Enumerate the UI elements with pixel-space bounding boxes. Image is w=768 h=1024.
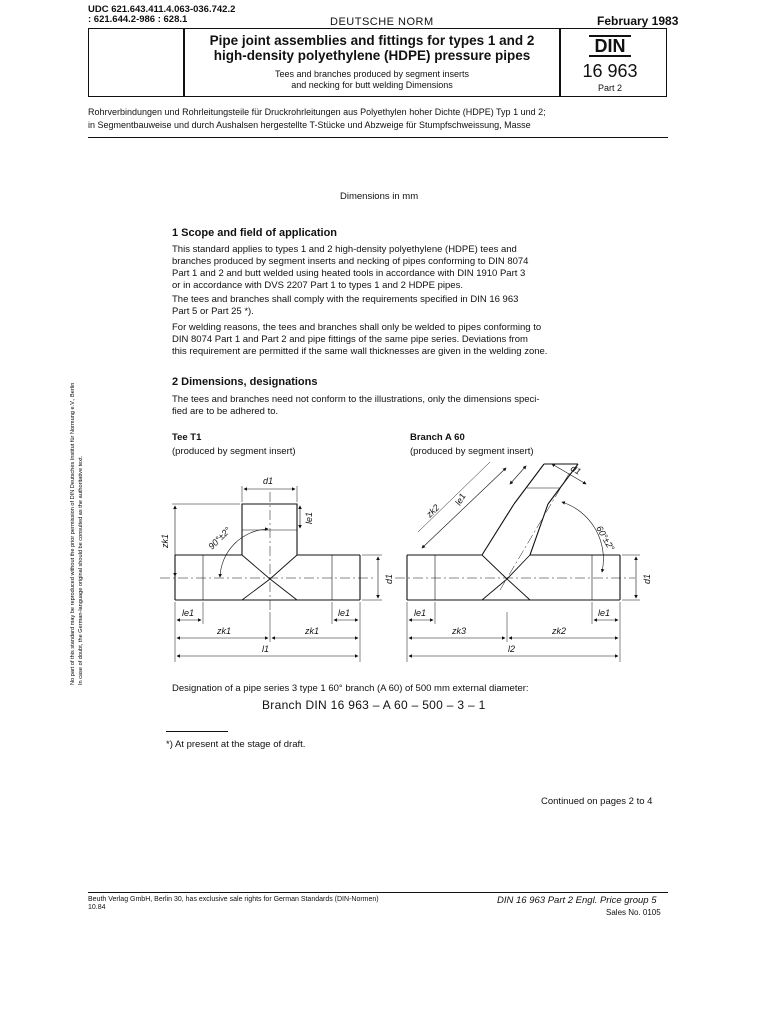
text-line: The tees and branches need not conform to the illustrations, only the dimensions speci- (172, 394, 540, 405)
text-line: This standard applies to types 1 and 2 high-density polyethylene (HDPE) tees and (172, 244, 517, 255)
branch-label-zk2: zk2 (552, 626, 567, 636)
publisher-note (88, 896, 379, 912)
text-line: fied are to be adhered to. (172, 406, 279, 417)
branch-figure-caption: (produced by segment insert) (410, 446, 534, 457)
title-line-1: Pipe joint assemblies and fittings for types 1 and 2 (209, 33, 535, 48)
designation-text: Designation of a pipe series 3 type 1 60° branch (A 60) of 500 mm external diameter: (172, 683, 529, 694)
udc-line-2: : 621.644.2-986 : 628.1 (88, 14, 188, 25)
branch-label-d1-diagonal: d1 (569, 463, 583, 477)
section-2-heading: 2 Dimensions, designations (172, 376, 318, 388)
udc-classification (88, 5, 235, 25)
tee-upper-outline (175, 504, 360, 555)
german-title-line-1: Rohrverbindungen und Rohrleitungsteile für Druckrohrleitungen aus Polyethylen hoher Dichte (HDPE) Typ 1 und 2; (88, 107, 546, 117)
tee-figure-caption: (produced by segment insert) (172, 446, 296, 457)
section-1-paragraph-1 (172, 244, 612, 292)
header-rule (88, 137, 668, 138)
footnote: *) At present at the stage of draft. (166, 739, 306, 750)
footer-rule (88, 892, 668, 893)
branch-label-zk3: zk3 (452, 626, 467, 636)
tee-label-d1: d1 (263, 476, 274, 486)
german-title-line-2: in Segmentbauweise und durch Aushalsen hergestellte T-Stücke und Abzweige für Stumpfschweissung, Masse (88, 120, 531, 130)
branch-label-zk2-diagonal: zk2 (424, 502, 442, 520)
price-group: DIN 16 963 Part 2 Engl. Price group 5 (497, 895, 657, 906)
branch-drawing (395, 462, 640, 662)
branch-angle-label: 60°±2° (594, 524, 617, 553)
section-1-paragraph-3 (172, 322, 612, 358)
sales-number: Sales No. 0105 (606, 908, 661, 917)
publisher-line-2: 10.84 (88, 904, 106, 911)
subtitle-line-2: and necking for butt welding Dimensions (291, 80, 453, 90)
tee-label-le1-vertical: le1 (304, 511, 314, 524)
branch-label-le1-right: le1 (598, 608, 611, 618)
title-box (88, 28, 667, 97)
section-1-paragraph-2 (172, 294, 612, 318)
branch-label-d1-side: d1 (642, 573, 652, 584)
din-part: Part 2 (597, 83, 622, 93)
branch-label-le1-left: le1 (414, 608, 427, 618)
tee-label-d1-side: d1 (384, 573, 394, 584)
tee-label-l1: l1 (262, 644, 270, 654)
udc-line-1: UDC 621.643.411.4.063-036.742.2 (88, 4, 236, 15)
text-line: Part 5 or Part 25 *). (172, 306, 254, 317)
tee-figure-title: Tee T1 (172, 432, 202, 443)
branch-label-l2: l2 (508, 644, 516, 654)
tee-label-zk1-right: zk1 (305, 626, 320, 636)
german-title (88, 106, 668, 132)
section-2-paragraph-1 (172, 394, 612, 418)
tee-label-zk1-left: zk1 (217, 626, 232, 636)
branch-label-le1-diagonal: le1 (453, 491, 468, 507)
publication-date: February 1983 (597, 14, 679, 28)
text-line: DIN 8074 Part 1 and Part 2 and pipe fittings of the same pipe series. Deviations from (172, 334, 528, 345)
text-line: branches produced by segment inserts and necking of pipes conforming to DIN 8074 (172, 256, 529, 267)
tee-drawing (160, 486, 382, 662)
tee-angle-label: 90°±2° (206, 525, 233, 552)
text-line: Part 1 and 2 and butt welded using heated tools in accordance with DIN 1910 Part 3 (172, 268, 526, 279)
section-1-heading: 1 Scope and field of application (172, 227, 338, 239)
text-line: The tees and branches shall comply with the requirements specified in DIN 16 963 (172, 294, 519, 305)
continued-note: Continued on pages 2 to 4 (541, 796, 653, 807)
publisher-line-1: Beuth Verlag GmbH, Berlin 30, has exclusive sale rights for German Standards (DIN-Normen) (88, 896, 379, 903)
designation-example: Branch DIN 16 963 – A 60 – 500 – 3 – 1 (262, 698, 486, 712)
footnote-rule (166, 731, 228, 732)
title-line-2: high-density polyethylene (HDPE) pressure pipes (213, 48, 531, 63)
document-title (185, 33, 559, 63)
norm-label: DEUTSCHE NORM (330, 16, 434, 28)
subtitle-line-1: Tees and branches produced by segment inserts (274, 69, 470, 79)
branch-figure-title: Branch A 60 (410, 432, 465, 443)
tee-label-le1-right: le1 (338, 608, 351, 618)
text-line: this requirement are permitted if the same wall thicknesses are given in the welding zone. (172, 346, 548, 357)
document-subtitle (185, 69, 559, 91)
technical-drawings (160, 462, 660, 674)
text-line: or in accordance with DVS 2207 Part 1 to types 1 and 2 HDPE pipes. (172, 280, 463, 291)
side-note-line-2: In case of doubt, the German-language original should be consulted as the authoritative text. (78, 455, 84, 685)
dimensions-note: Dimensions in mm (340, 191, 419, 202)
tee-label-zk1-vertical: zk1 (160, 533, 170, 548)
din-number: 16 963 (582, 61, 638, 81)
title-box-divider-right (559, 29, 561, 96)
din-logo: DIN (589, 35, 631, 57)
side-note-line-1: No part of this standard may be reproduced without the prior permission of DIN Deutsches Institut für Normung e.V., Berlin (70, 382, 76, 685)
tee-label-le1-left: le1 (182, 608, 195, 618)
text-line: For welding reasons, the tees and branches shall only be welded to pipes conforming to (172, 322, 542, 333)
copyright-side-note (68, 245, 84, 685)
